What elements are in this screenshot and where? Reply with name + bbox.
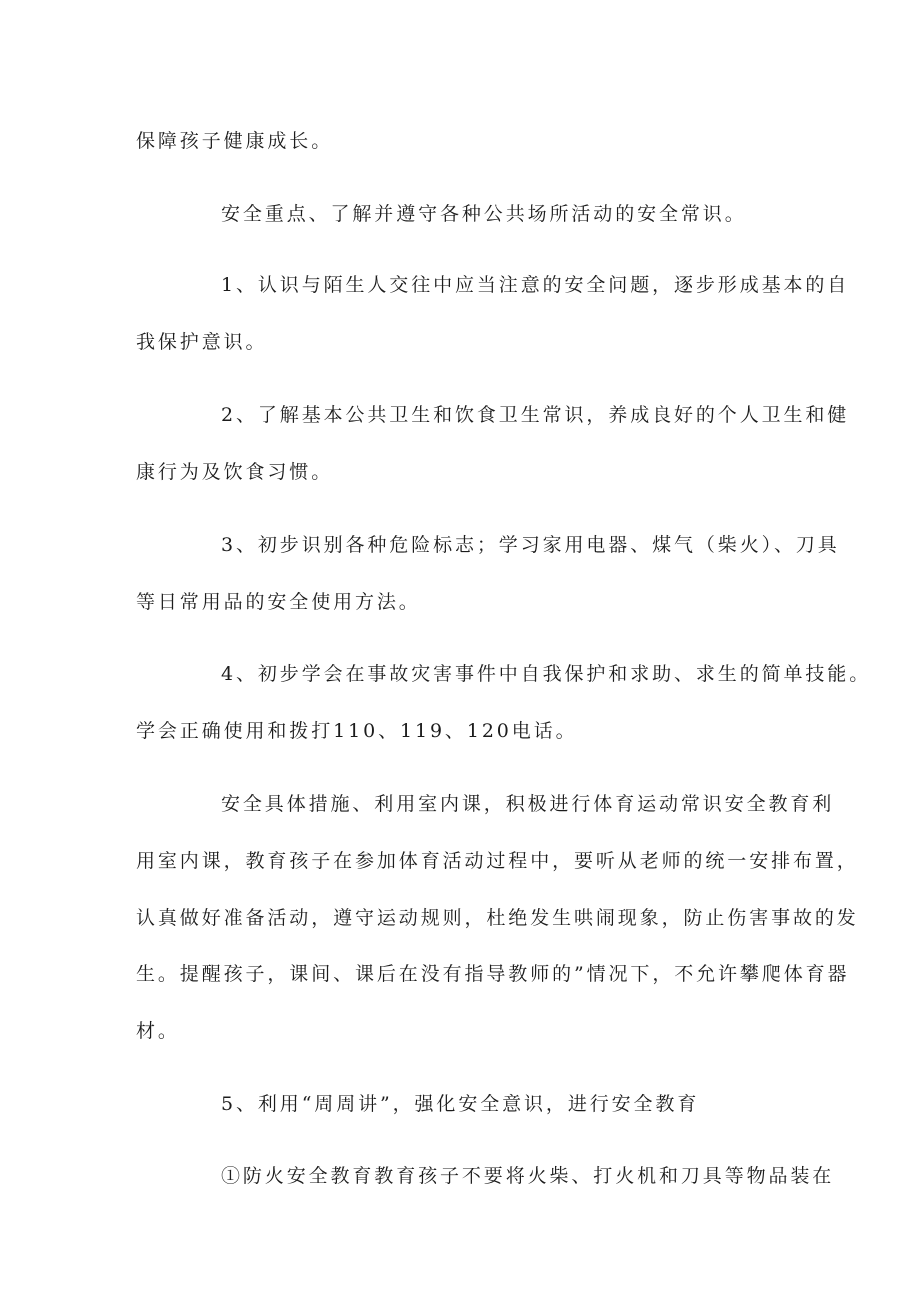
paragraph-line: 1、认识与陌生人交往中应当注意的安全问题，逐步形成基本的自 (221, 274, 850, 296)
paragraph-line: 认真做好准备活动，遵守运动规则，杜绝发生哄闹现象，防止伤害事故的发 (136, 907, 859, 929)
paragraph-line: ①防火安全教育教育孩子不要将火柴、打火机和刀具等物品装在 (221, 1165, 835, 1187)
paragraph-line: 3、初步识别各种危险标志；学习家用电器、煤气（柴火）、刀具 (221, 534, 840, 556)
paragraph-line: 康行为及饮食习惯。 (136, 461, 334, 483)
paragraph-line: 学会正确使用和拨打110、119、120电话。 (136, 720, 578, 742)
paragraph-line: 生。提醒孩子，课间、课后在没有指导教师的”情况下，不允许攀爬体育器 (136, 963, 850, 985)
paragraph-line: 安全具体措施、利用室内课，积极进行体育运动常识安全教育利 (221, 793, 835, 815)
paragraph-line: 我保护意识。 (136, 331, 268, 353)
paragraph-line: 5、利用“周周讲”，强化安全意识，进行安全教育 (221, 1093, 700, 1115)
paragraph-line: 保障孩子健康成长。 (136, 130, 334, 152)
paragraph-line: 4、初步学会在事故灾害事件中自我保护和求助、求生的简单技能。 (221, 663, 872, 685)
paragraph-line: 等日常用品的安全使用方法。 (136, 591, 421, 613)
paragraph-line: 2、了解基本公共卫生和饮食卫生常识，养成良好的个人卫生和健 (221, 404, 850, 426)
paragraph-line: 材。 (136, 1020, 180, 1042)
paragraph-line: 安全重点、了解并遵守各种公共场所活动的安全常识。 (221, 203, 747, 225)
paragraph-line: 用室内课，教育孩子在参加体育活动过程中，要听从老师的统一安排布置， (136, 850, 859, 872)
